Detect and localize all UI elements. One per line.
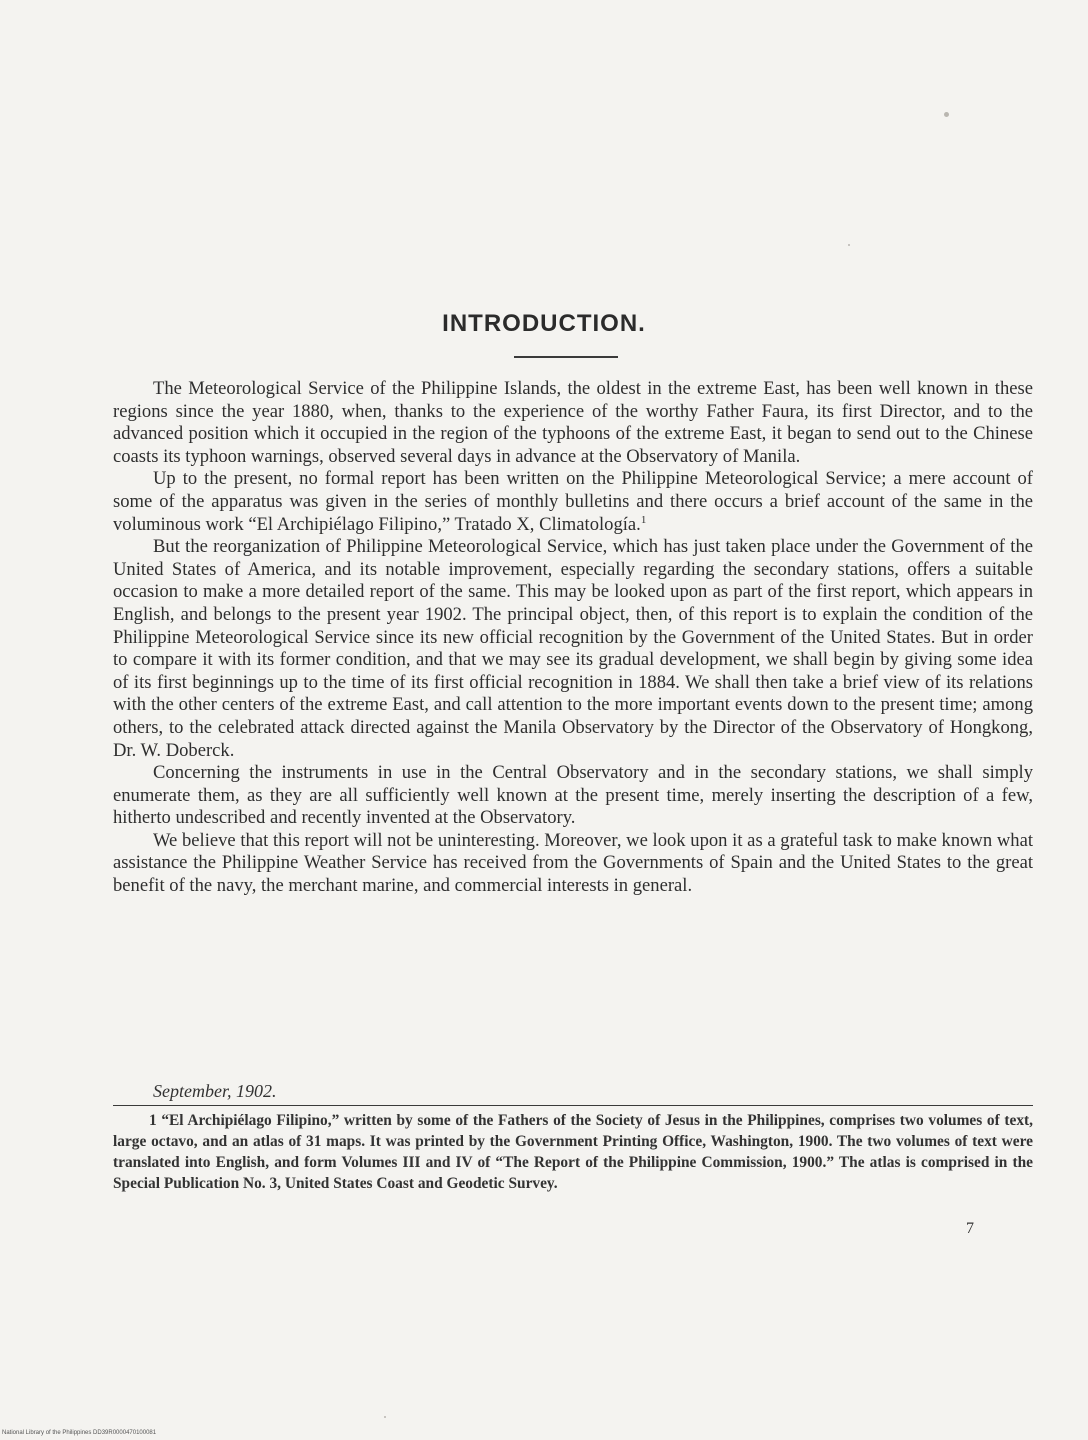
library-credit: National Library of the Philippines DD39R0000470100081 bbox=[2, 1430, 157, 1436]
paper-speck bbox=[848, 244, 850, 246]
paragraph: Concerning the instruments in use in the Central Observatory and in the secondary stations, we shall simply enumerate them, as they are all sufficiently well known at the present time, merely inserting the description of a few, hitherto undescribed and recently invented at the Observatory. bbox=[113, 762, 1033, 829]
page-title: INTRODUCTION. bbox=[442, 310, 646, 337]
footnote-reference: 1 bbox=[640, 513, 647, 526]
paper-speck bbox=[384, 1416, 386, 1418]
footnote-text: 1 “El Archipiélago Filipino,” written by some of the Fathers of the Society of Jesus in the Philippines, comprises two volumes of text, large octavo, and an atlas of 31 maps. It was printed by the Government Printing Office, Washington, 1900. The two volumes of text were translated into English, and form Volumes III and IV of “The Report of the Philippine Commission, 1900.” The atlas is comprised in the Special Publication No. 3, United States Coast and Geodetic Survey. bbox=[113, 1112, 1033, 1192]
introduction-body bbox=[113, 378, 1033, 898]
paragraph: The Meteorological Service of the Philippine Islands, the oldest in the extreme East, has been well known in these regions since the year 1880, when, thanks to the experience of the worthy Father Faura, its first Director, and to the advanced position which it occupied in the region of the typhoons of the extreme East, it began to send out to the Chinese coasts its typhoon warnings, observed several days in advance at the Observatory of Manila. bbox=[113, 378, 1033, 467]
footnote-rule bbox=[113, 1105, 1033, 1106]
title-rule bbox=[514, 356, 618, 358]
paper-speck bbox=[944, 112, 949, 117]
page-number: 7 bbox=[966, 1220, 974, 1237]
footnote bbox=[113, 1110, 1033, 1194]
paragraph bbox=[113, 468, 1033, 536]
paragraph-text: Up to the present, no formal report has been written on the Philippine Meteorological Service; a mere account of some of the apparatus was given in the series of monthly bulletins and there occurs a brief account of the same in the voluminous work “El Archipiélago Filipino,” Tratado X, Climatología. bbox=[113, 468, 1033, 535]
date-line: September, 1902. bbox=[153, 1081, 277, 1101]
paragraph: We believe that this report will not be uninteresting. Moreover, we look upon it as a grateful task to make known what assistance the Philippine Weather Service has received from the Governments of Spain and the United States to the great benefit of the navy, the merchant marine, and commercial interests in general. bbox=[113, 829, 1033, 897]
paragraph: But the reorganization of Philippine Meteorological Service, which has just taken place under the Government of the United States of America, and its notable improvement, especially regarding the secondary stations, offers a suitable occasion to make a more detailed report of the same. This may be looked upon as part of the first report, which appears in English, and belongs to the present year 1902. The principal object, then, of this report is to explain the condition of the Philippine Meteorological Service since its new official recognition by the Government of the United States. But in order to compare it with its former condition, and that we may see its gradual development, we shall begin by giving some idea of its first beginnings up to the time of its first official recognition in 1884. We shall then take a brief view of its relations with the other centers of the extreme East, and call attention to the more important events down to the present time; among others, to the celebrated attack directed against the Manila Observatory by the Director of the Observatory of Hongkong, Dr. W. Doberck. bbox=[113, 536, 1033, 761]
